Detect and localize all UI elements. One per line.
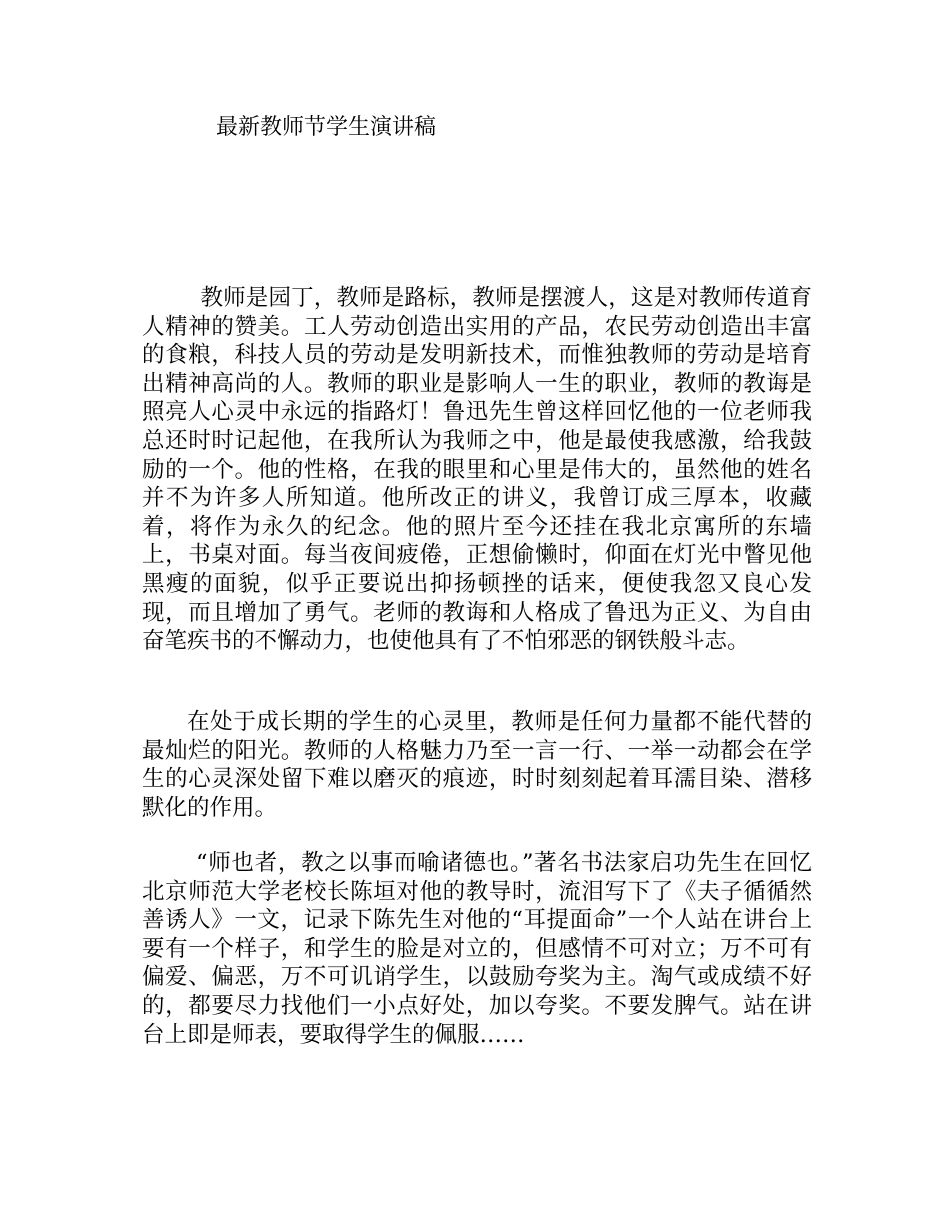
paragraph-teacher-role: 教师是园丁，教师是路标，教师是摆渡人，这是对教师传道育人精神的赞美。工人劳动创造出实用的产品，农民劳动创造出丰富的食粮，科技人员的劳动是发明新技术，而惟独教师的劳动是培育出精神高尚的人。教师的职业是影响人一生的职业，教师的教诲是照亮人心灵中永远的指路灯！鲁迅先生曾这样回忆他的一位老师我总还时时记起他，在我所认为我师之中，他是最使我感激，给我鼓励的一个。他的性格，在我的眼里和心里是伟大的，虽然他的姓名并不为许多人所知道。他所改正的讲义，我曾订成三厚本，收藏着，将作为永久的纪念。他的照片至今还挂在我北京寓所的东墙上，书桌对面。每当夜间疲倦，正想偷懒时，仰面在灯光中瞥见他黑瘦的面貌，似乎正要说出抑扬顿挫的话来，便使我忽又良心发现，而且增加了勇气。老师的教诲和人格成了鲁迅为正义、为自由奋笔疾书的不懈动力，也使他具有了不怕邪恶的钢铁般斗志。 — [142, 285, 812, 655]
paragraph-qigong-recollection: “师也者，教之以事而喻诸德也。”著名书法家启功先生在回忆北京师范大学老校长陈垣对他的教导时，流泪写下了《夫子循循然善诱人》一文，记录下陈先生对他的“耳提面命”一个人站在讲台上要有一个样子，和学生的脸是对立的，但感情不可对立；万不可有偏爱、偏恶，万不可讥诮学生，以鼓励夸奖为主。淘气或成绩不好的，都要尽力找他们一小点好处，加以夸奖。不要发脾气。站在讲台上即是师表，要取得学生的佩服…… — [142, 850, 812, 1048]
paragraph-teacher-influence: 在处于成长期的学生的心灵里，教师是任何力量都不能代替的最灿烂的阳光。教师的人格魅力乃至一言一行、一举一动都会在学生的心灵深处留下难以磨灭的痕迹，时时刻刻起着耳濡目染、潜移默化的作用。 — [142, 709, 812, 821]
document-title: 最新教师节学生演讲稿 — [216, 115, 437, 140]
